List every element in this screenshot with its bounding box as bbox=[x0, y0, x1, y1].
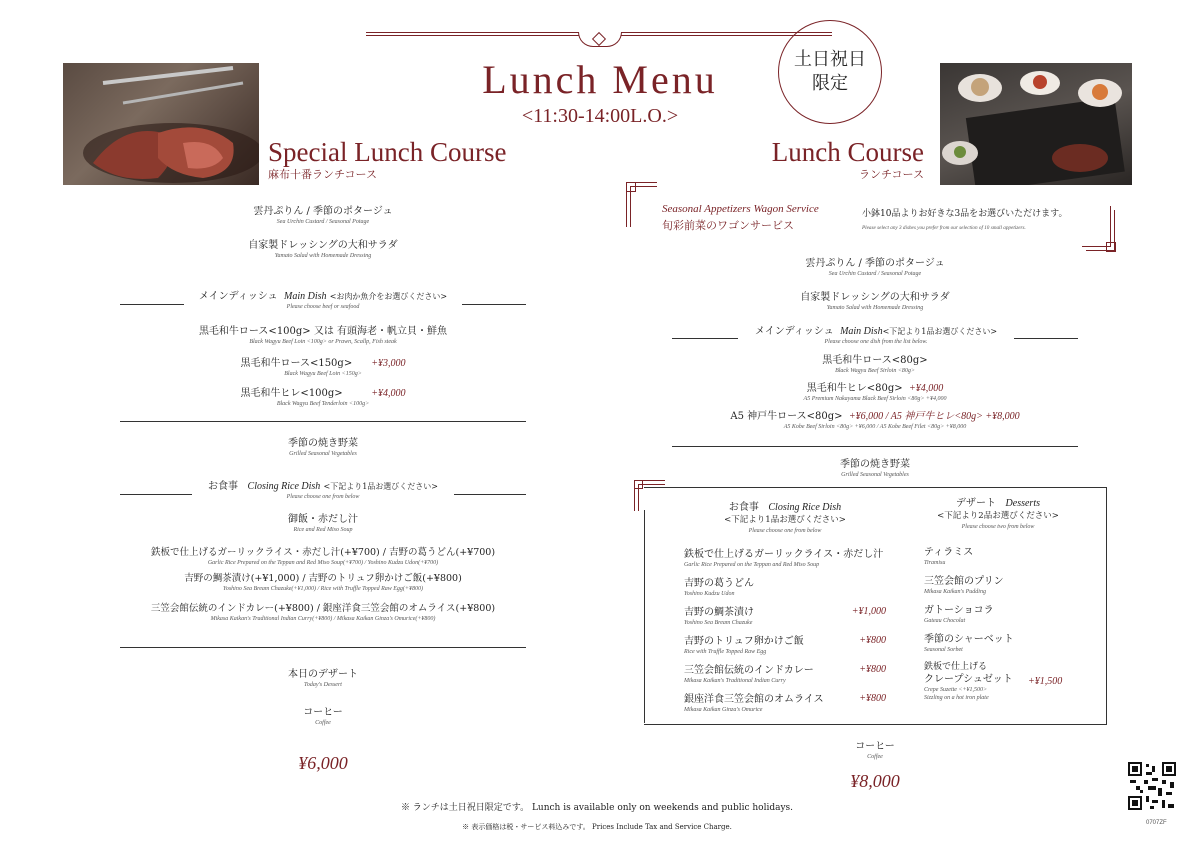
right-rice-5: 三笠会館伝統のインドカレー Mikasa Kaikan's Traditional Indian Curry +¥800 bbox=[684, 664, 886, 684]
left-rice-1: 御飯・赤だし汁 Rice and Red Miso Soup bbox=[288, 514, 358, 533]
right-price: ¥8,000 bbox=[850, 771, 900, 791]
left-mains bbox=[120, 325, 526, 417]
right-rice-1: 鉄板で仕上げるガーリックライス・赤だし汁 Garlic Rice Prepared on the Teppan and Red Miso Soup bbox=[684, 549, 884, 568]
left-rice-list bbox=[110, 513, 536, 632]
right-coffee: コーヒー Coffee bbox=[855, 741, 895, 760]
right-rice-4: 吉野のトリュフ卵かけご飯 Rice with Truffle Topped Raw Egg +¥800 bbox=[684, 635, 886, 655]
left-main-1: 黒毛和牛ロース<100g> 又は 有頭海老・帆立貝・鮮魚 Black Wagyu Beef Loin <100g> or Prawn, Scallp, Fish steak bbox=[198, 326, 448, 345]
left-rice-heading-en: Closing Rice Dish bbox=[247, 481, 321, 492]
right-main-1: 黒毛和牛ロース<80g> Black Wagyu Beef Sirloin <80g> bbox=[822, 355, 928, 374]
right-mains bbox=[672, 354, 1078, 438]
right-dessert-heading-jp: デザート bbox=[956, 498, 996, 509]
right-rice-heading-note: <下記より1品お選びください> bbox=[724, 515, 846, 525]
left-course-title-jp: 麻布十番ランチコース bbox=[268, 168, 378, 181]
right-dessert-crepe: 鉄板で仕上げる クレープシュゼット Crepe Suzette <+¥1,500> Sizzling on a hot iron plate +¥1,500 bbox=[924, 662, 1063, 701]
right-dessert-2: 三笠会館のプリン Mikasa Kaikan's Pudding bbox=[924, 576, 1004, 595]
right-rice-heading-sub: Please choose one from below bbox=[748, 528, 822, 534]
left-divider-2 bbox=[120, 647, 526, 648]
right-starters bbox=[672, 257, 1078, 325]
left-divider-1 bbox=[120, 421, 526, 422]
right-rice-heading bbox=[672, 501, 898, 535]
page-title: Lunch Menu bbox=[482, 57, 718, 102]
left-coffee: コーヒー Coffee bbox=[303, 707, 343, 726]
left-vegetables: 季節の焼き野菜 Grilled Seasonal Vegetables bbox=[288, 438, 358, 457]
left-main-heading-jp: メインディッシュ bbox=[198, 291, 278, 302]
left-main-heading bbox=[184, 290, 462, 311]
badge-line-1: 土日祝日 bbox=[794, 49, 866, 70]
right-course-title-jp: ランチコース bbox=[858, 168, 924, 181]
right-dessert-3: ガトーショコラ Gateau Chocolat bbox=[924, 605, 994, 624]
left-rice-4: 三笠会館伝統のインドカレー(+¥800) / 銀座洋食三笠会館のオムライス(+¥800) Mikasa Kaikan's Traditional Indian Curry(+¥800) / Mikasa Kaikan Ginza's Omurice(+¥800) bbox=[150, 603, 496, 622]
left-main-heading-en: Main Dish bbox=[284, 291, 327, 302]
left-rice-heading-note: <下記より1品お選びください> bbox=[323, 482, 438, 491]
right-dessert-heading-note: <下記より2品お選びください> bbox=[937, 511, 1059, 521]
header-ornament bbox=[366, 30, 832, 50]
left-rice-heading-jp: お食事 bbox=[207, 481, 238, 492]
wagon-title-en: Seasonal Appetizers Wagon Service bbox=[662, 203, 819, 215]
left-rice-heading-sub: Please choose one from below bbox=[286, 494, 360, 500]
course-photo bbox=[940, 63, 1132, 185]
right-dessert-heading-sub: Please choose two from below bbox=[961, 524, 1035, 530]
left-rice-heading bbox=[192, 480, 454, 501]
footer-note-2: ※ 表示価格は税・サービス料込みです。 Prices Include Tax and Service Charge. bbox=[462, 823, 732, 831]
right-starter-1: 雲丹ぷりん / 季節のポタージュ Sea Urchin Custard / Seasonal Potage bbox=[805, 258, 945, 277]
right-main-heading-note: <下記より1品お選びください> bbox=[882, 327, 998, 336]
right-main-heading-sub: Please choose one dish from the list below. bbox=[824, 339, 928, 345]
left-main-3: 黒毛和牛ヒレ<100g> +¥4,000 Black Wagyu Beef Tenderloin <100g> bbox=[240, 388, 406, 407]
left-rice-2: 鉄板で仕上げるガーリックライス・赤だし汁(+¥700) / 吉野の葛うどん(+¥700) Garlic Rice Prepared on the Teppan and Red Miso Soup(+¥700) / Yoshino Kudzu Udon(+¥700) bbox=[150, 547, 496, 566]
right-main-2: 黒毛和牛ヒレ<80g> +¥4,000 A5 Premium Nakayama Black Beef Sirloin <80g> +¥4,000 bbox=[803, 383, 947, 402]
right-vegetables: 季節の焼き野菜 Grilled Seasonal Vegetables bbox=[840, 459, 910, 478]
right-rice-2: 吉野の葛うどん Yoshino Kudzu Udon bbox=[684, 578, 754, 597]
left-price: ¥6,000 bbox=[298, 753, 348, 773]
right-divider-1 bbox=[672, 446, 1078, 447]
badge-line-2: 限定 bbox=[812, 73, 848, 94]
right-dessert-heading bbox=[900, 497, 1096, 531]
left-main-heading-sub: Please choose beef or seafood bbox=[286, 304, 360, 310]
left-rice-3: 吉野の鯛茶漬け(+¥1,000) / 吉野のトリュフ卵かけご飯(+¥800) Yoshino Sea Bream Chazuke(+¥1,000) / Rice with Truffle Topped Raw Egg(+¥800) bbox=[184, 573, 462, 592]
right-main-heading-jp: メインディッシュ bbox=[754, 326, 834, 337]
print-code: 0707ZF bbox=[1146, 820, 1167, 826]
left-main-heading-note: <お肉か魚介をお選びください> bbox=[329, 292, 448, 301]
steak-photo bbox=[63, 63, 259, 185]
qr-code[interactable] bbox=[1128, 762, 1176, 810]
left-course-title: Special Lunch Course bbox=[268, 137, 507, 167]
footer-note-1: ※ ランチは土日祝日限定です。 Lunch is available only on weekends and public holidays. bbox=[400, 803, 794, 813]
wagon-title-jp: 旬彩前菜のワゴンサービス bbox=[662, 219, 794, 232]
right-rice-heading-jp: お食事 bbox=[728, 502, 759, 513]
right-main-heading bbox=[738, 325, 1014, 346]
left-starter-2: 自家製ドレッシングの大和サラダ Yamato Salad with Homemade Dressing bbox=[248, 240, 398, 259]
left-starter-1: 雲丹ぷりん / 季節のポタージュ Sea Urchin Custard / Seasonal Potage bbox=[253, 206, 393, 225]
wagon-note-en: Please select any 3 dishes you prefer from our selection of 10 small appetizers. bbox=[862, 225, 1026, 231]
right-rice-heading-en: Closing Rice Dish bbox=[768, 502, 842, 513]
right-course-title: Lunch Course bbox=[771, 137, 924, 167]
right-rice-6: 銀座洋食三笠会館のオムライス Mikasa Kaikan Ginza's Omurice +¥800 bbox=[684, 693, 886, 713]
right-dessert-1: ティラミス Tiramisu bbox=[924, 547, 974, 566]
wagon-note-jp: 小鉢10品よりお好きな3品をお選びいただけます。 bbox=[862, 209, 1068, 219]
weekend-badge bbox=[778, 20, 882, 124]
right-dessert-4: 季節のシャーベット Seasonal Sorbet bbox=[924, 634, 1014, 653]
right-rice-3: 吉野の鯛茶漬け Yoshino Sea Bream Chazuke +¥1,000 bbox=[684, 606, 886, 626]
right-starter-2: 自家製ドレッシングの大和サラダ Yamato Salad with Homemade Dressing bbox=[800, 292, 950, 311]
left-dessert: 本日のデザート Today's Dessert bbox=[288, 669, 358, 688]
right-dessert-heading-en: Desserts bbox=[1005, 498, 1040, 509]
right-main-heading-en: Main Dish bbox=[840, 326, 883, 337]
left-main-2: 黒毛和牛ロース<150g> +¥3,000 Black Wagyu Beef Loin <150g> bbox=[240, 358, 406, 377]
hours: <11:30-14:00L.O.> bbox=[521, 105, 679, 127]
left-starters bbox=[120, 205, 526, 273]
right-main-3: A5 神戸牛ロース<80g> +¥6,000 / A5 神戸牛ヒレ<80g> +¥8,000 A5 Kobe Beef Sirloin <80g> +¥6,000 / A5 Kobe Beef Filet <80g> +¥8,000 bbox=[730, 411, 1020, 430]
